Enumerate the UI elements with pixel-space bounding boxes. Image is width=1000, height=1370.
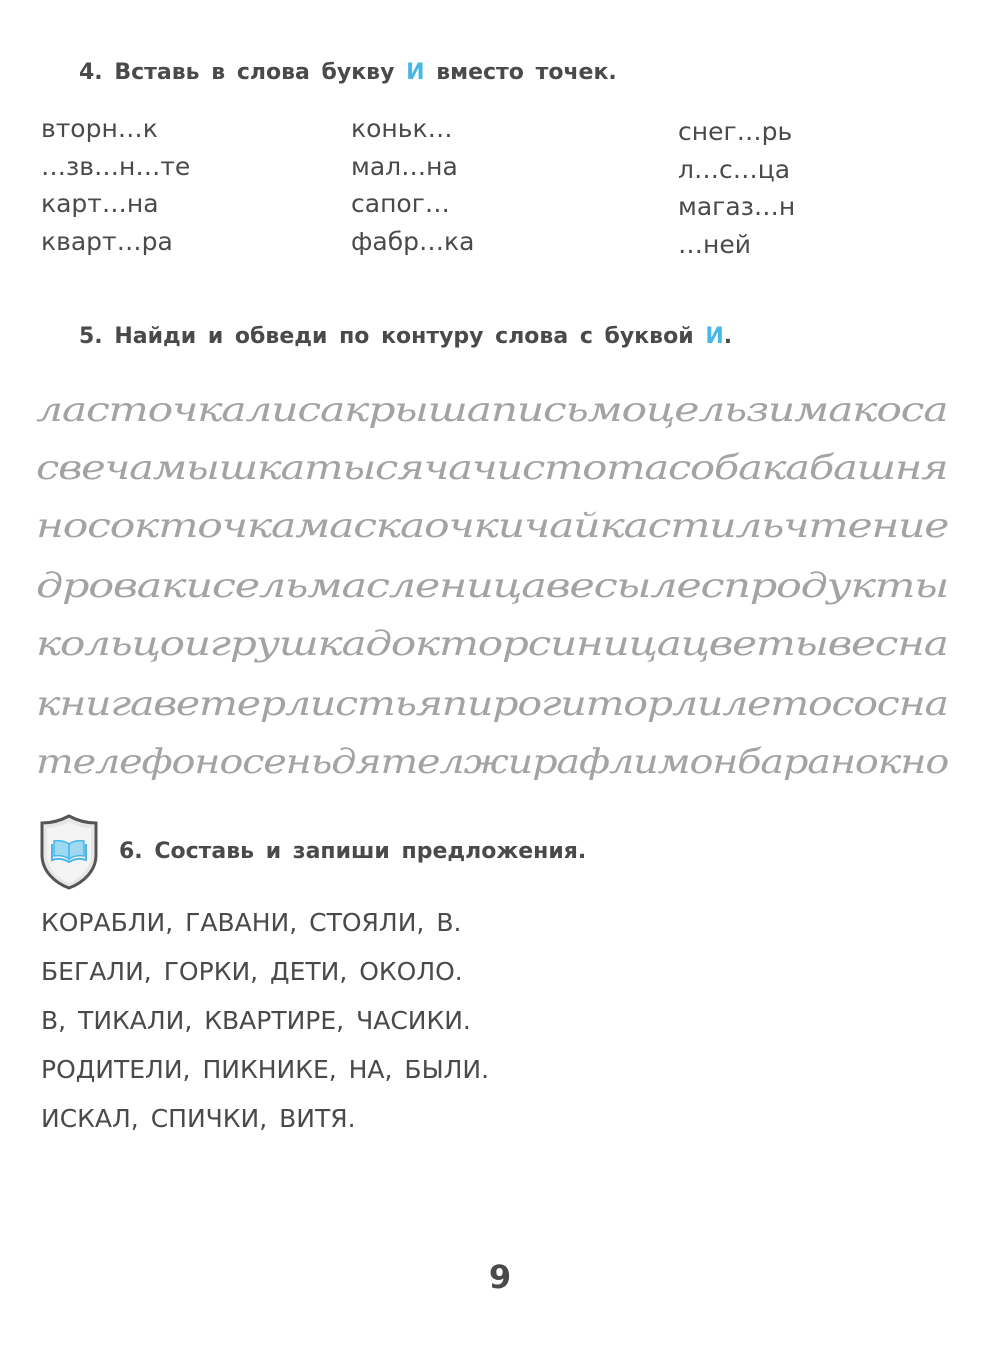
task6-text: Составь и запиши предложения. (154, 839, 587, 864)
task4-column-3 (678, 113, 795, 263)
word-slot: снег…рь (678, 117, 793, 146)
book-shield-icon (38, 813, 100, 891)
task5-letter: И (705, 324, 724, 349)
task5-text-after: . (723, 324, 733, 349)
task4-text-before: Вставь в слова букву (114, 60, 395, 85)
task4-text-after: вместо точек. (436, 60, 617, 85)
cursive-line-3 (36, 506, 948, 546)
task5-number: 5. (79, 324, 103, 349)
sentence-3: В, ТИКАЛИ, КВАРТИРЕ, ЧАСИКИ. (41, 1006, 471, 1035)
task5-title (79, 324, 732, 349)
task4-column-2 (351, 110, 474, 260)
task4-letter: И (406, 60, 425, 85)
word-slot: карт…на (41, 189, 159, 218)
cursive-line-2 (36, 448, 948, 488)
word-slot: …зв…н…те (41, 151, 191, 181)
page-number: 9 (488, 1258, 512, 1296)
sentence-5: ИСКАЛ, СПИЧКИ, ВИТЯ. (41, 1104, 356, 1133)
cursive-line-text: свечамышкатысячачистотасобакабашня (36, 448, 948, 488)
task4-number: 4. (79, 60, 103, 85)
task4-title (79, 60, 617, 85)
word-slot: магаз…н (678, 192, 796, 221)
task4-column-1 (41, 110, 190, 260)
word-slot: коньк… (351, 114, 453, 143)
cursive-line-text: телефоносеньдятелжирафлимонбаранокно (36, 742, 948, 782)
word-slot: сапог… (351, 189, 450, 218)
word-slot: …ней (678, 229, 751, 259)
cursive-line-7 (36, 742, 948, 782)
sentence-1: КОРАБЛИ, ГАВАНИ, СТОЯЛИ, В. (41, 908, 462, 937)
task6-number: 6. (119, 839, 143, 864)
word-slot: л…с…ца (678, 154, 791, 184)
cursive-line-text: носокточкамаскаочкичайкастильчтение (36, 506, 948, 546)
cursive-line-5 (36, 624, 948, 664)
sentence-4: РОДИТЕЛИ, ПИКНИКЕ, НА, БЫЛИ. (41, 1055, 490, 1084)
word-slot: кварт…ра (41, 226, 173, 256)
task6-title (119, 839, 586, 864)
word-slot: мал…на (351, 151, 458, 181)
cursive-line-4 (36, 566, 948, 606)
cursive-line-text: дровакисельмасленицавесылеспродукты (36, 566, 948, 606)
cursive-line-text: книгаветерлистьяпирогиторлилетососна (36, 684, 948, 724)
cursive-line-text: кольцоигрушкадокторсиницацветывесна (36, 624, 948, 664)
cursive-line-text: ласточкалисакрышаписьмоцельзимакоса (36, 390, 948, 430)
sentence-2: БЕГАЛИ, ГОРКИ, ДЕТИ, ОКОЛО. (41, 957, 463, 986)
task5-text-before: Найди и обведи по контуру слова с буквой (114, 324, 694, 349)
cursive-line-1 (36, 390, 948, 430)
word-slot: фабр…ка (351, 226, 475, 256)
word-slot: вторн…к (41, 114, 158, 143)
cursive-line-6 (36, 684, 948, 724)
